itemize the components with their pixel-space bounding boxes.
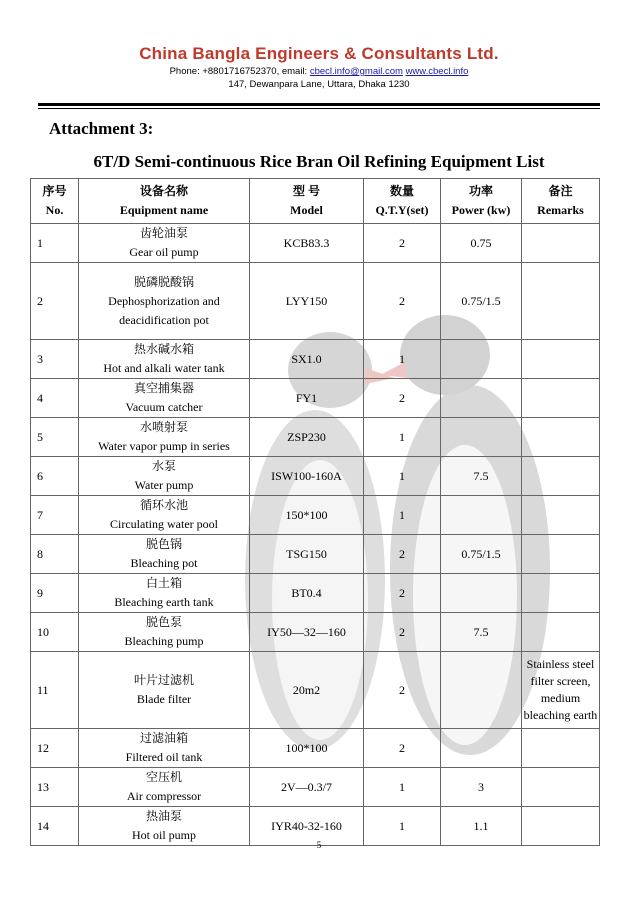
power-cell [441, 729, 522, 768]
equipment-name-en: Circulating water pool [110, 517, 218, 531]
equipment-name-en: Bleaching pump [124, 634, 204, 648]
table-row [31, 263, 600, 340]
table-row [31, 224, 600, 263]
equipment-name-cell [79, 768, 250, 807]
equipment-name-cell [79, 379, 250, 418]
model-cell: 100*100 [250, 729, 364, 768]
table-row [31, 379, 600, 418]
power-cell: 0.75/1.5 [441, 535, 522, 574]
equipment-name-cell [79, 535, 250, 574]
equipment-name-zh: 白土箱 [145, 576, 182, 590]
remarks-cell [522, 340, 600, 379]
column-header-equipment-name: 设备名称 Equipment name [79, 179, 250, 224]
equipment-name-cell [79, 224, 250, 263]
power-cell: 7.5 [441, 457, 522, 496]
equipment-name-zh: 真空捕集器 [133, 381, 194, 395]
qty-cell: 1 [364, 418, 441, 457]
row-number-cell: 13 [31, 768, 79, 807]
model-cell: LYY150 [250, 263, 364, 340]
model-cell: SX1.0 [250, 340, 364, 379]
qty-cell: 2 [364, 652, 441, 729]
remarks-cell [522, 729, 600, 768]
equipment-name-zh: 过滤油箱 [139, 731, 188, 745]
row-number-cell: 14 [31, 807, 79, 846]
remarks-cell: Stainless steel filter screen, medium bleaching earth [522, 652, 600, 729]
model-cell: 150*100 [250, 496, 364, 535]
equipment-name-zh: 热水碱水箱 [133, 342, 194, 356]
table-row [31, 574, 600, 613]
equipment-name-cell [79, 613, 250, 652]
power-cell [441, 379, 522, 418]
model-cell: FY1 [250, 379, 364, 418]
equipment-name-en: Dephosphorization and deacidification pot [108, 293, 220, 327]
row-number-cell: 11 [31, 652, 79, 729]
table-row [31, 418, 600, 457]
equipment-name-en: Gear oil pump [129, 245, 199, 259]
equipment-name-cell [79, 418, 250, 457]
table-header-row [31, 179, 600, 224]
remarks-cell [522, 224, 600, 263]
equipment-name-cell [79, 457, 250, 496]
qty-cell: 1 [364, 807, 441, 846]
header-divider-thick [38, 103, 600, 106]
remarks-cell [522, 263, 600, 340]
qty-cell: 2 [364, 729, 441, 768]
equipment-name-zh: 脱色锅 [145, 537, 182, 551]
attachment-label: Attachment 3: [49, 119, 154, 138]
table-row [31, 652, 600, 729]
model-cell: 2V—0.3/7 [250, 768, 364, 807]
qty-cell: 2 [364, 613, 441, 652]
qty-cell: 1 [364, 457, 441, 496]
equipment-name-cell [79, 496, 250, 535]
column-header-no: 序号 No. [31, 179, 79, 224]
equipment-name-en: Air compressor [126, 789, 202, 803]
equipment-name-en: Water vapor pump in series [98, 439, 230, 453]
power-cell: 7.5 [441, 613, 522, 652]
header-divider-thin [38, 108, 600, 109]
equipment-name-en: Vacuum catcher [125, 400, 203, 414]
column-header-model: 型 号 Model [250, 179, 364, 224]
table-row [31, 457, 600, 496]
email-link[interactable]: cbecl.info@gmail.com [309, 66, 403, 77]
document-title: 6T/D Semi-continuous Rice Bran Oil Refining Equipment List [93, 152, 545, 171]
remarks-cell [522, 535, 600, 574]
row-number-cell: 3 [31, 340, 79, 379]
table-row [31, 729, 600, 768]
equipment-name-en: Water pump [134, 478, 194, 492]
equipment-name-en: Blade filter [136, 692, 192, 706]
equipment-name-zh: 水喷射泵 [139, 420, 188, 434]
model-cell: BT0.4 [250, 574, 364, 613]
equipment-name-cell [79, 263, 250, 340]
row-number-cell: 5 [31, 418, 79, 457]
row-number-cell: 8 [31, 535, 79, 574]
equipment-name-zh: 热油泵 [145, 809, 182, 823]
model-cell: 20m2 [250, 652, 364, 729]
company-name: China Bangla Engineers & Consultants Ltd. [139, 44, 499, 63]
equipment-name-cell [79, 729, 250, 768]
power-cell [441, 496, 522, 535]
row-number-cell: 4 [31, 379, 79, 418]
power-cell: 1.1 [441, 807, 522, 846]
qty-cell: 2 [364, 224, 441, 263]
website-link[interactable]: www.cbecl.info [405, 66, 469, 77]
power-cell: 3 [441, 768, 522, 807]
contact-line [0, 66, 638, 77]
equipment-name-zh: 空压机 [145, 770, 182, 784]
equipment-name-en: Hot oil pump [131, 828, 196, 842]
qty-cell: 2 [364, 263, 441, 340]
column-header-remarks: 备注 Remarks [522, 179, 600, 224]
model-cell: IYR40-32-160 [250, 807, 364, 846]
equipment-name-zh: 脱磷脱酸锅 [133, 274, 194, 289]
qty-cell: 1 [364, 768, 441, 807]
equipment-name-zh: 水泵 [151, 459, 176, 473]
row-number-cell: 9 [31, 574, 79, 613]
power-cell: 0.75 [441, 224, 522, 263]
qty-cell: 1 [364, 496, 441, 535]
table-row [31, 768, 600, 807]
qty-cell: 2 [364, 379, 441, 418]
power-cell [441, 418, 522, 457]
table-row [31, 340, 600, 379]
table-row [31, 613, 600, 652]
model-cell: KCB83.3 [250, 224, 364, 263]
equipment-name-cell [79, 652, 250, 729]
equipment-name-zh: 循环水池 [139, 498, 188, 512]
power-cell [441, 652, 522, 729]
equipment-name-zh: 叶片过滤机 [133, 673, 194, 687]
row-number-cell: 7 [31, 496, 79, 535]
column-header-power: 功率 Power (kw) [441, 179, 522, 224]
model-cell: ISW100-160A [250, 457, 364, 496]
equipment-name-en: Filtered oil tank [125, 750, 203, 764]
remarks-cell [522, 379, 600, 418]
qty-cell: 2 [364, 535, 441, 574]
model-cell: TSG150 [250, 535, 364, 574]
equipment-name-en: Hot and alkali water tank [103, 361, 225, 375]
address-line: 147, Dewanpara Lane, Uttara, Dhaka 1230 [228, 79, 410, 90]
equipment-name-zh: 脱色泵 [145, 615, 182, 629]
remarks-cell [522, 613, 600, 652]
power-cell [441, 574, 522, 613]
equipment-name-cell [79, 340, 250, 379]
equipment-name-en: Bleaching pot [130, 556, 198, 570]
row-number-cell: 2 [31, 263, 79, 340]
equipment-table [30, 178, 600, 846]
qty-cell: 2 [364, 574, 441, 613]
row-number-cell: 10 [31, 613, 79, 652]
contact-prefix: Phone: +8801716752370, email: [169, 66, 310, 77]
remarks-cell [522, 574, 600, 613]
equipment-name-cell [79, 574, 250, 613]
row-number-cell: 1 [31, 224, 79, 263]
equipment-name-en: Bleaching earth tank [114, 595, 214, 609]
remarks-cell [522, 768, 600, 807]
letterhead [0, 44, 638, 90]
remarks-cell [522, 418, 600, 457]
power-cell: 0.75/1.5 [441, 263, 522, 340]
table-row [31, 535, 600, 574]
power-cell [441, 340, 522, 379]
column-header-qty: 数量 Q.T.Y(set) [364, 179, 441, 224]
equipment-name-zh: 齿轮油泵 [139, 226, 188, 240]
qty-cell: 1 [364, 340, 441, 379]
remarks-cell [522, 457, 600, 496]
model-cell: IY50—32—160 [250, 613, 364, 652]
row-number-cell: 12 [31, 729, 79, 768]
table-row [31, 496, 600, 535]
row-number-cell: 6 [31, 457, 79, 496]
remarks-cell [522, 496, 600, 535]
model-cell: ZSP230 [250, 418, 364, 457]
page-number: 5 [316, 840, 322, 850]
